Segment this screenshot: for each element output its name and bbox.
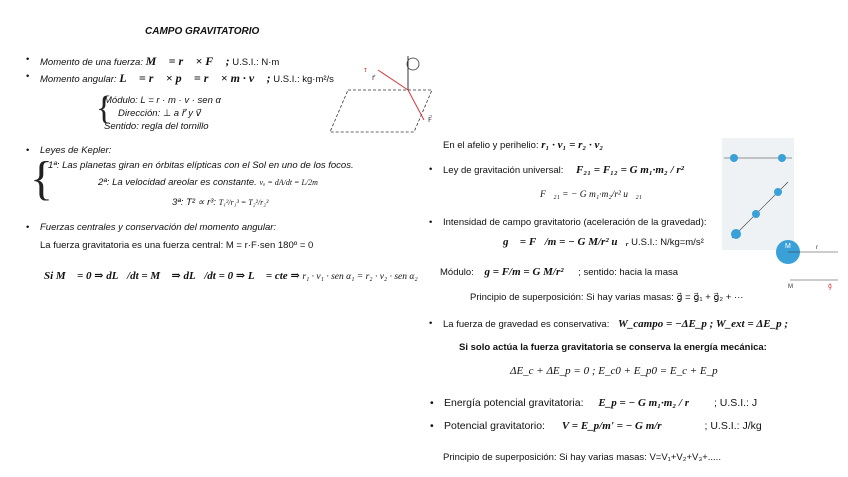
mass-top-right: [778, 154, 786, 162]
fig-f-vec: F⃗: [428, 117, 433, 124]
fig-r-label: r: [816, 245, 818, 251]
moment-brace: {: [96, 90, 113, 127]
kepler-law-3-formula: T₁²/r₁³ = T₂²/r₂³: [218, 198, 269, 207]
masses-diagram: [722, 138, 794, 250]
potential-energy-units: ; U.S.I.: J: [713, 397, 758, 409]
fig-g-label: g⃗: [828, 284, 832, 290]
torque-diagram: [328, 50, 440, 140]
conservation-line: [44, 269, 418, 282]
field-formula: g⃗ = F⃗/m = − G M/r² u⃗ᵣ: [503, 236, 629, 248]
fig-r-vec: r⃗: [372, 75, 375, 82]
potential-energy-label: Energía potencial gravitatoria:: [444, 397, 584, 409]
fig-tau-label: τ: [364, 67, 367, 74]
kepler-law-2-text: 2ª: La velocidad areolar es constante.: [98, 177, 257, 188]
field-diagram: [772, 236, 842, 290]
angular-momentum-units: U.S.I.: kg·m²/s: [273, 74, 334, 85]
conservative-formula: W_campo = −ΔE_p ; W_ext = ΔE_p ;: [618, 318, 788, 330]
conservative-label: La fuerza de gravedad es conservativa:: [443, 319, 610, 330]
page-title: CAMPO GRAVITATORIO: [145, 26, 260, 37]
superposition-potential: Principio de superposición: Si hay varias masas: V=V₁+V₂+V₃+.....: [443, 452, 721, 463]
mass-upper: [774, 188, 782, 196]
modulo-line: Módulo: L = r · m · v · sen α: [104, 95, 221, 106]
moment-force-units: U.S.I.: N·m: [232, 57, 280, 68]
field-intensity-label: • Intensidad de campo gravitatorio (aceleración de la gravedad):: [443, 217, 707, 228]
energy-conservation-formula: ΔE_c + ΔE_p = 0 ; E_c0 + E_p0 = E_c + E_p: [510, 365, 718, 377]
conservation-formula: Si M⃗ = 0 ⇒ dL⃗/dt = M⃗ ⇒ dL⃗/dt = 0 ⇒ L⃗ = cte ⇒: [44, 270, 300, 282]
mass-top-left: [730, 154, 738, 162]
direccion-line: Dirección: ⊥ a r⃗ y v⃗: [118, 108, 202, 119]
sentido-line: Sentido: regla del tornillo: [104, 121, 209, 132]
kepler-law-2-formula: vₐ = dA/dt = L/2m: [259, 178, 318, 187]
modulo-g-label: Módulo:: [440, 267, 474, 278]
fig-m-label: M: [785, 243, 791, 250]
fig-m2-label: M: [788, 284, 793, 290]
mass-middle: [752, 210, 760, 218]
potential-line: [444, 420, 762, 432]
kepler-law-1: 1ª: Las planetas giran en órbitas elípticas con el Sol en uno de los focos.: [48, 160, 354, 171]
conservative-line: [443, 318, 788, 330]
modulo-g-line: [440, 266, 678, 278]
universal-law-formula: F₂₁ = F₁₂ = G m₁·m₂ / r²: [576, 164, 684, 176]
aphelion-line: [443, 139, 603, 151]
kepler-title: • Leyes de Kepler:: [40, 145, 111, 156]
mechanical-energy-note: Si solo actúa la fuerza gravitatoria se conserva la energía mecánica:: [459, 342, 767, 353]
screw-hand-icon: [407, 58, 419, 70]
conservation-tail: r₁ · v₁ · sen α₁ = r₂ · v₂ · sen α₂: [302, 272, 418, 282]
potential-energy-line: [444, 397, 757, 409]
kepler-law-3: [172, 197, 268, 208]
modulo-g-formula: g = F/m = G M/r²: [484, 266, 564, 278]
central-forces-text: La fuerza gravitatoria es una fuerza central: M = r·F·sen 180º = 0: [40, 240, 314, 251]
central-forces-title: • Fuerzas centrales y conservación del momento angular:: [40, 222, 276, 233]
aphelion-formula: r₁ · v₁ = r₂ · v₂: [541, 139, 604, 151]
angular-momentum-formula: L⃗ = r⃗ × p⃗ = r⃗ × m · v⃗ ;: [119, 71, 271, 85]
f-vector-arrow: [408, 90, 424, 120]
universal-law-label: Ley de gravitación universal:: [443, 165, 564, 176]
field-units: U.S.I.: N/kg=m/s²: [631, 237, 704, 248]
potential-formula: V = E_p/m' = − G m/r: [561, 420, 662, 432]
kepler-brace: {: [30, 152, 54, 205]
potential-energy-formula: E_p = − G m₁·m₂ / r: [598, 397, 690, 409]
potential-units: ; U.S.I.: J/kg: [704, 420, 762, 432]
kepler-law-2: [98, 177, 318, 188]
moment-force-line: [40, 54, 279, 69]
angular-momentum-label: Momento angular:: [40, 74, 117, 85]
aphelion-text: En el afelio y perihelio:: [443, 140, 539, 151]
angular-momentum-line: [40, 71, 334, 86]
universal-law-line: [443, 164, 684, 176]
plane-outline: [330, 90, 432, 132]
r-vector-arrow: [378, 70, 408, 90]
moment-force-label: Momento de una fuerza:: [40, 57, 143, 68]
field-line: [503, 236, 704, 248]
mass-bottom: [731, 229, 741, 239]
universal-vector-formula: F⃗₂₁ = − G m₁·m₂/r² u⃗₂₁: [540, 190, 642, 200]
modulo-g-sense: ; sentido: hacia la masa: [578, 267, 679, 278]
kepler-law-3-text: 3ª: T² ∝ r³:: [172, 197, 217, 208]
moment-force-formula: M⃗ = r⃗ × F⃗ ;: [145, 54, 230, 68]
superposition-field: Principio de superposición: Si hay varias masas: g⃗ = g⃗₁ + g⃗₂ + ···: [470, 292, 744, 303]
potential-label: Potencial gravitatorio:: [444, 420, 545, 432]
